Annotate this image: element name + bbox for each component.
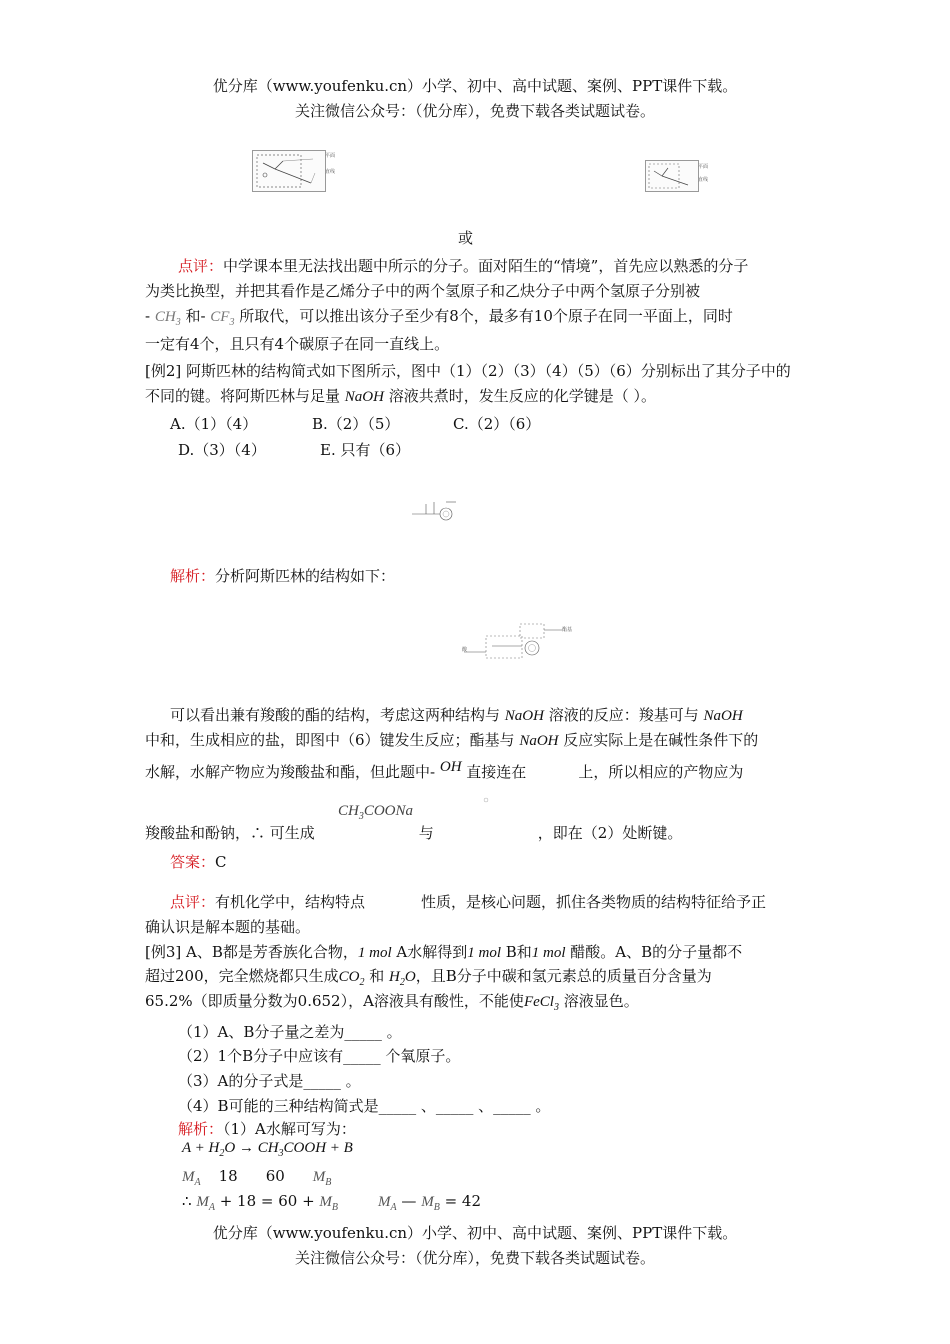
analysis3-label: 解析： [178,1120,224,1138]
ch3-formula: $CH_3$ [154,309,181,328]
aspirin-structure-figure [410,498,458,524]
question-1: （1）A、B分子量之差为_____ 。 [178,1023,402,1041]
molecule-figure-left [252,150,326,192]
answer2-value: C [215,853,227,871]
comment1-dash: - [145,307,155,325]
question-2: （2）1个B分子中应该有_____ 个氧原子。 [178,1047,461,1065]
footer-line-2: 关注微信公众号：（优分库），免费下载各类试题试卷。 [294,1249,655,1267]
option-a: A.（1）（4） [170,415,258,433]
ch3coona-formula: $CH_3COONa$ [338,803,414,822]
figure-label-line-right: 直线 [698,177,709,183]
question-3: （3）A的分子式是_____ 。 [178,1072,361,1090]
example3-line-3: 65.2%（即质量分数为0.652），A溶液具有酸性，不能使FeCl$_3$ 溶液显色。 [145,992,639,1013]
figure-label-plane-left: 平面 [325,153,336,159]
analysis3-line-1: 解析：（1）A水解可写为： [178,1120,356,1138]
example3-line-1: [例3] A、B都是芳香族化合物，1 mol A水解得到1 mol B和1 mol 醋酸。A、B的分子量都不 [145,943,743,961]
figure-label-line-left: 直线 [325,169,336,175]
para-line-3: 水解，水解产物应为羧酸盐和酯，但此题中- OH 直接连在 上，所以相应的产物应为 [145,759,744,781]
figure-label-ester: 酯基 [562,627,573,633]
example2-line-2: 不同的键。将阿斯匹林与足量 NaOH 溶液共煮时，发生反应的化学键是（ ）。 [145,387,656,405]
oh-formula: OH [439,759,462,775]
molar-mass-row: $M_A$ 18 60 $M_B$ [182,1167,332,1188]
comment2-line-1: 点评：有机化学中，结构特点 性质，是核心问题，抓住各类物质的结构特征给予正 [170,893,767,911]
answer2-line [170,851,227,872]
comment1-line-2: 为类比换型，并把其看作是乙烯分子中的两个氢原子和乙炔分子中两个氢原子分别被 [145,282,701,300]
phenol-sodium-mark [481,797,491,805]
or-text: 或 [458,229,474,247]
answer2-label: 答案： [170,853,216,871]
analysis2-line: 解析：分析阿斯匹林的结构如下： [170,567,396,585]
comment1-text-1: 中学课本里无法找出题中所示的分子。面对陌生的“情境”，首先应以熟悉的分子 [223,257,749,275]
figure-label-plane-right: 平面 [698,164,709,170]
header-line-1: 优分库（www.youfenku.cn）小学、初中、高中试题、案例、PPT课件下载。 [212,77,738,95]
comment1-text-3: 所取代，可以推出该分子至少有8个，最多有10个原子在同一平面上，同时 [234,307,733,325]
footer-line-1: 优分库（www.youfenku.cn）小学、初中、高中试题、案例、PPT课件下载。 [212,1224,738,1242]
comment1-line-3 [145,306,733,333]
molar-mass-equation: ∴ $M_A + 18 = 60 + M_B$ $M_A$ — $M_B = 42$ [182,1192,481,1213]
example2-line-1: [例2] 阿斯匹林的结构简式如下图所示，图中（1）（2）（3）（4）（5）（6）分别标出了其分子中的 [145,362,791,380]
comment2-line-2: 确认识是解本题的基础。 [145,918,311,936]
molecule-figure-right [645,160,699,192]
option-b: B.（2）（5） [312,415,400,433]
option-e: E. 只有（6） [320,441,411,459]
naoh-formula: NaOH [344,389,384,405]
comment1-line-4: 一定有4个，且只有4个碳原子在同一直线上。 [145,335,450,353]
para-line-2: 中和，生成相应的盐，即图中（6）键发生反应；酯基与 NaOH 反应实际上是在碱性条件下的 [145,731,759,749]
para-line-1: 可以看出兼有羧酸的酯的结构，考虑这两种结构与 NaOH 溶液的反应：羧基可与 NaOH [170,706,743,724]
question-4: （4）B可能的三种结构简式是_____ 、_____ 、_____ 。 [178,1097,551,1115]
option-d: D.（3）（4） [178,441,266,459]
comment1-and: 和- [180,307,211,325]
comment1-line-1 [178,256,748,276]
cf3-formula: $CF_3$ [210,309,235,328]
hydrolysis-equation: $A + H_2O$ → $CH_3COOH + B$ [182,1140,353,1159]
aspirin-analysis-figure [462,620,577,662]
option-c: C.（2）（6） [453,415,541,433]
analysis2-label: 解析： [170,567,216,585]
example3-line-2: 超过200，完全燃烧都只生成$CO_2$ 和 $H_2O$，且B分子中碳和氢元素总的质量百分含量为 [145,967,712,988]
figure-label-acid: 酸 [462,647,468,653]
comment2-label: 点评： [170,893,216,911]
header-line-2: 关注微信公众号：（优分库），免费下载各类试题试卷。 [294,102,655,120]
para-line-4: 羧酸盐和酚钠，∴ 可生成 与 ，即在（2）处断键。 [145,824,683,842]
comment1-label: 点评： [178,257,224,275]
